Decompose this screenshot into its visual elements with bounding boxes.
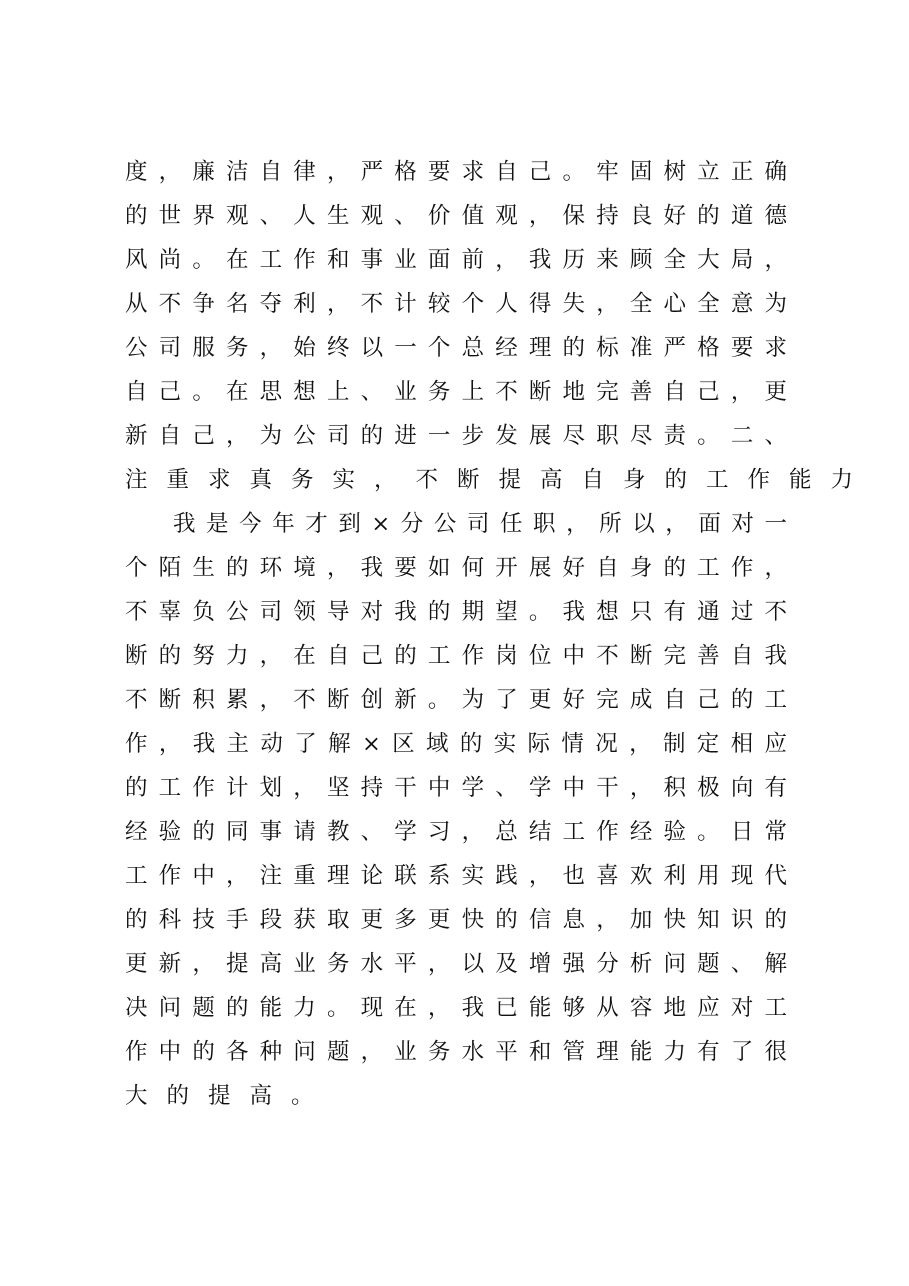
- text-line: 不辜负公司领导对我的期望。我想只有通过不: [125, 599, 787, 625]
- text-line: 断的努力，在自己的工作岗位中不断完善自我: [125, 643, 787, 669]
- text-line: 工作中，注重理论联系实践，也喜欢利用现代: [125, 863, 787, 889]
- text-line: 的工作计划，坚持干中学、学中干，积极向有: [125, 775, 787, 801]
- text-line: 不断积累，不断创新。为了更好完成自己的工: [125, 687, 787, 713]
- text-line: 风尚。在工作和事业面前，我历来顾全大局，: [125, 247, 787, 273]
- text-line: 个陌生的环境，我要如何开展好自身的工作，: [125, 555, 787, 581]
- text-line: 我是今年才到×分公司任职，所以，面对一: [173, 511, 787, 537]
- text-line: 作，我主动了解×区域的实际情况，制定相应: [125, 731, 787, 757]
- paragraph-1: [125, 150, 873, 502]
- text-line: 度，廉洁自律，严格要求自己。牢固树立正确: [125, 159, 787, 185]
- text-line: 经验的同事请教、学习，总结工作经验。日常: [125, 819, 787, 845]
- text-line: 公司服务，始终以一个总经理的标准严格要求: [125, 335, 787, 361]
- paragraph-2: [125, 502, 787, 1118]
- text-line: 决问题的能力。现在，我已能够从容地应对工: [125, 995, 787, 1021]
- text-line: 作中的各种问题，业务水平和管理能力有了很: [125, 1039, 787, 1065]
- text-line: 大的提高。: [125, 1083, 333, 1109]
- text-line: 更新，提高业务水平，以及增强分析问题、解: [125, 951, 787, 977]
- text-line: 的世界观、人生观、价值观，保持良好的道德: [125, 203, 787, 229]
- text-line: 自己。在思想上、业务上不断地完善自己，更: [125, 379, 787, 405]
- text-line: 的科技手段获取更多更快的信息，加快知识的: [125, 907, 787, 933]
- text-line: 新自己，为公司的进一步发展尽职尽责。二、: [125, 423, 787, 449]
- text-line: 注重求真务实，不断提高自身的工作能力: [125, 467, 873, 493]
- text-line: 从不争名夺利，不计较个人得失，全心全意为: [125, 291, 787, 317]
